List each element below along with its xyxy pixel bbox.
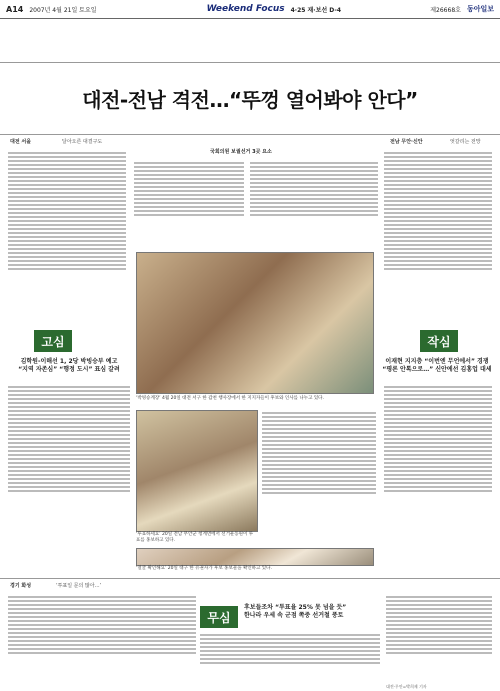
photo3-caption: ‘얼굴 확인해요’ 20일 대구 한 유권자가 후보 홍보물을 확인하고 있다.	[136, 566, 272, 571]
byline: 대전·무안=박희제 기자	[386, 684, 427, 689]
daejeon-caption: 달아오른 대결구도	[62, 139, 103, 145]
center-text-left	[134, 160, 244, 248]
bottom-divider	[0, 578, 500, 579]
subhead-jeonnam: 이재현 지지층 “이번엔 무언에서” 경쟁 “평론 안톡으로…” 신안에선 김홍업 대세	[382, 358, 492, 373]
daejeon-body	[8, 384, 130, 554]
bottom-text-left	[8, 594, 196, 686]
section-subtitle: 4·25 재·보선 D-4	[290, 6, 342, 14]
bottom-label: 경기 화성	[10, 583, 32, 589]
bottom-text-right	[386, 594, 492, 686]
center-label: 국회의원 보궐선거 3곳 요소	[210, 149, 272, 155]
badge-musim: 무심	[200, 606, 238, 628]
campaign-photo-bottom	[136, 548, 374, 566]
daejeon-text-column	[8, 150, 126, 340]
jeonnam-text-column	[384, 150, 492, 340]
jeonnam-caption: 엇갈리는 전망	[450, 139, 481, 145]
section-divider	[0, 134, 500, 135]
issue-number: 제26668호	[430, 6, 461, 14]
page-header	[0, 0, 500, 19]
main-headline: 대전-전남 격전…“뚜껑 열어봐야 안다”	[82, 88, 418, 112]
section-brand: Weekend Focus	[206, 4, 285, 14]
campaign-photo-daejeon	[136, 252, 374, 394]
campaign-photo-jeonnam	[136, 410, 258, 532]
daejeon-label: 대전 서을	[10, 139, 32, 145]
center-body	[262, 410, 376, 540]
jeonnam-body	[384, 384, 492, 554]
page-number: A14	[6, 4, 24, 14]
subhead-daejeon: 김학원-이해선 1, 2당 박빙승부 예고 “지역 자존심” “행정 도시” 표심 갈려	[18, 358, 120, 373]
jeonnam-label: 전남 무안·신안	[390, 139, 423, 145]
badge-jaksim: 작심	[420, 330, 458, 352]
bottom-caption: ‘투표일 문의 많아…’	[56, 583, 102, 589]
center-text-right	[250, 160, 378, 248]
bottom-text-center	[200, 632, 380, 686]
photo2-caption: ‘투표하세요’ 20일 전남 무안군 청계면에서 선거운동원이 투표를 홍보하고 있다.	[136, 532, 254, 543]
top-divider	[0, 62, 500, 63]
subhead-bottom: 후보들조차 “투표율 25% 못 넘을 듯” 한나라 우세 속 군점 쪽중 선거철 풍토	[244, 604, 347, 619]
badge-gosim: 고심	[34, 330, 72, 352]
paper-name: 동아일보	[466, 5, 494, 13]
photo1-caption: ‘박빙승계장’ 4월 20일 대전 서구 한 갑천 행사장에서 한 지지자들이 후보와 인사를 나누고 있다.	[136, 396, 324, 401]
issue-date: 2007년 4월 21일 토요일	[29, 6, 97, 14]
